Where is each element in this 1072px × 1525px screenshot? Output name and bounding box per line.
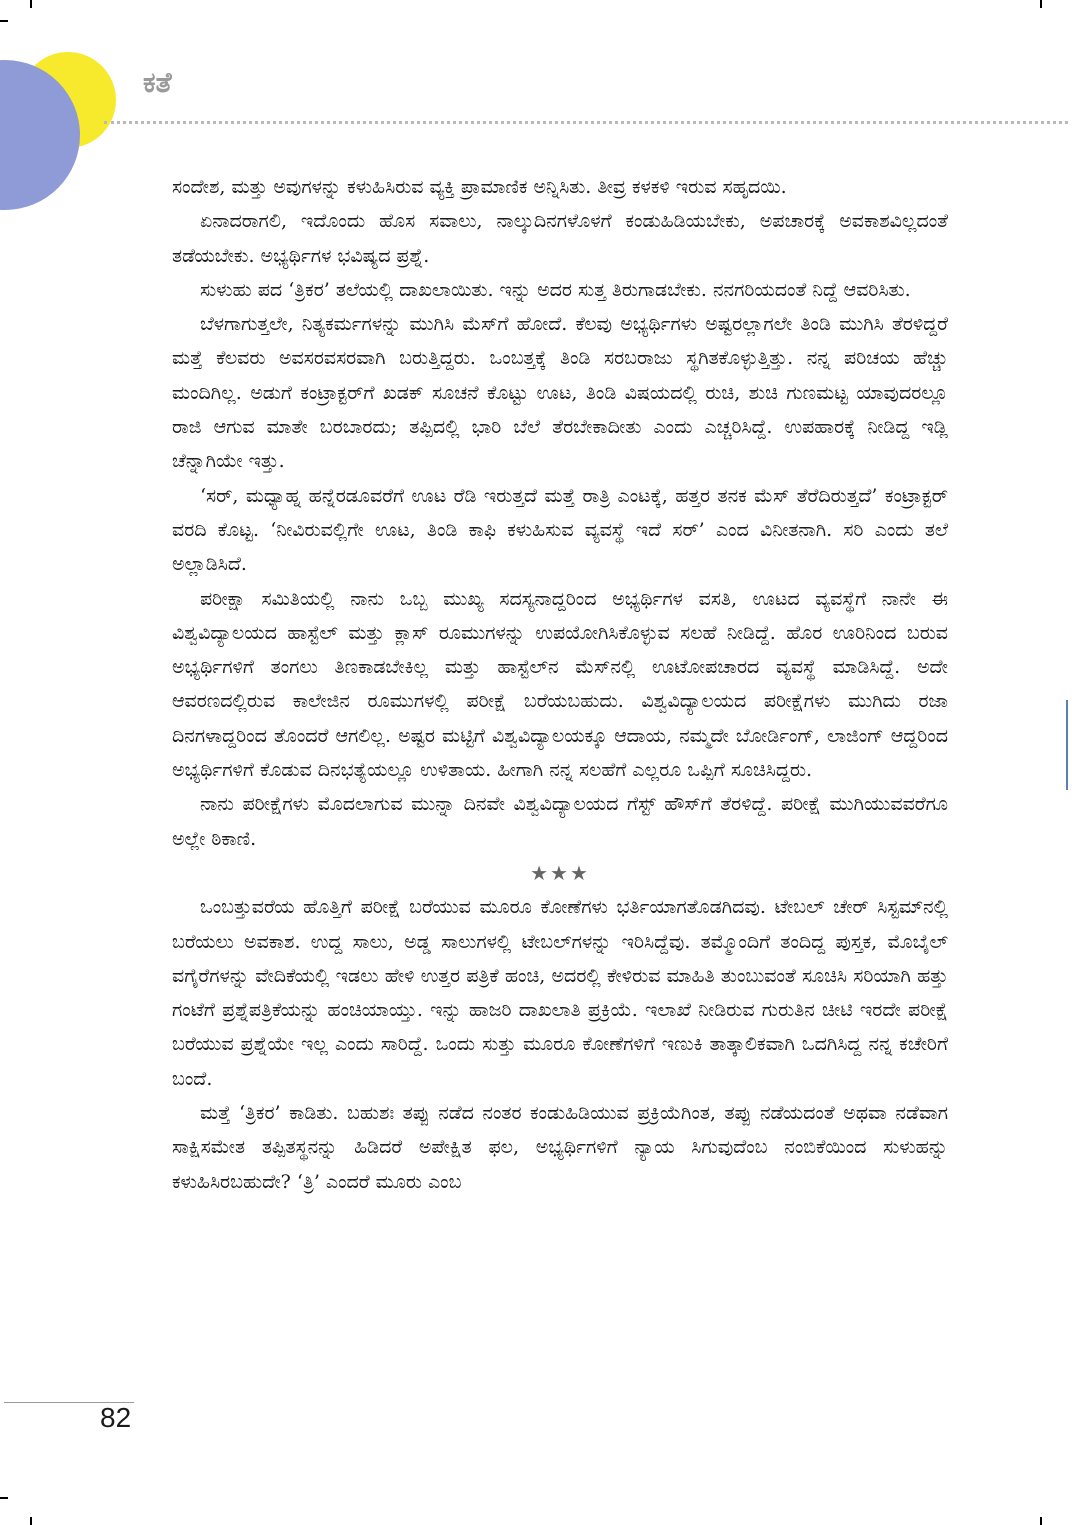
paragraph: ಸುಳುಹು ಪದ ‘ತ್ರಿಕರ’ ತಲೆಯಲ್ಲಿ ದಾಖಲಾಯಿತು. ಇನ್ನು ಅದರ ಸುತ್ತ ತಿರುಗಾಡಬೇಕು. ನನಗರಿಯದಂತೆ ನಿದ್ದೆ ಆವರಿಸಿತು.	[200, 278, 911, 301]
crop-mark	[0, 1497, 8, 1499]
story-body	[172, 170, 948, 1199]
paragraph: ಏನಾದರಾಗಲಿ, ಇದೊಂದು ಹೊಸ ಸವಾಲು, ನಾಲ್ಕುದಿನಗಳೊಳಗೆ ಕಂಡುಹಿಡಿಯಬೇಕು, ಅಪಚಾರಕ್ಕೆ ಅವಕಾಶವಿಲ್ಲದಂತೆ ತಡೆಯಬೇಕು. ಅಭ್ಯರ್ಥಿಗಳ ಭವಿಷ್ಯದ ಪ್ರಶ್ನೆ.	[172, 210, 948, 267]
section-separator: ★★★	[530, 860, 590, 885]
paragraph: ಪರೀಕ್ಷಾ ಸಮಿತಿಯಲ್ಲಿ ನಾನು ಒಬ್ಬ ಮುಖ್ಯ ಸದಸ್ಯನಾದ್ದರಿಂದ ಅಭ್ಯರ್ಥಿಗಳ ವಸತಿ, ಊಟದ ವ್ಯವಸ್ಥೆಗೆ ನಾನೇ ಈ ವಿಶ್ವವಿದ್ಯಾಲಯದ ಹಾಸ್ಟೆಲ್ ಮತ್ತು ಕ್ಲಾಸ್ ರೂಮುಗಳನ್ನು ಉಪಯೋಗಿಸಿಕೊಳ್ಳುವ ಸಲಹೆ ನೀಡಿದ್ದೆ. ಹೊರ ಊರಿನಿಂದ ಬರುವ ಅಭ್ಯರ್ಥಿಗಳಿಗೆ ತಂಗಲು ತಿಣಕಾಡಬೇಕಿಲ್ಲ ಮತ್ತು ಹಾಸ್ಟೆಲ್‌ನ ಮೆಸ್‌ನಲ್ಲಿ ಊಟೋಪಚಾರದ ವ್ಯವಸ್ಥೆ ಮಾಡಿಸಿದ್ದೆ. ಅದೇ ಆವರಣದಲ್ಲಿರುವ ಕಾಲೇಜಿನ ರೂಮುಗಳಲ್ಲಿ ಪರೀಕ್ಷೆ ಬರೆಯಬಹುದು. ವಿಶ್ವವಿದ್ಯಾಲಯದ ಪರೀಕ್ಷೆಗಳು ಮುಗಿದು ರಜಾ ದಿನಗಳಾದ್ದರಿಂದ ತೊಂದರೆ ಆಗಲಿಲ್ಲ. ಅಷ್ಟರ ಮಟ್ಟಿಗೆ ವಿಶ್ವವಿದ್ಯಾಲಯಕ್ಕೂ ಆದಾಯ, ನಮ್ಮದೇ ಬೋರ್ಡಿಂಗ್, ಲಾಜಿಂಗ್ ಆದ್ದರಿಂದ ಅಭ್ಯರ್ಥಿಗಳಿಗೆ ಕೊಡುವ ದಿನಭತ್ಯೆಯಲ್ಲೂ ಉಳಿತಾಯ. ಹೀಗಾಗಿ ನನ್ನ ಸಲಹೆಗೆ ಎಲ್ಲರೂ ಒಪ್ಪಿಗೆ ಸೂಚಿಸಿದ್ದರು.	[172, 587, 948, 782]
decorative-circles	[0, 0, 140, 210]
dotted-rule	[104, 121, 1068, 124]
paragraph: ನಾನು ಪರೀಕ್ಷೆಗಳು ಮೊದಲಾಗುವ ಮುನ್ನಾ ದಿನವೇ ವಿಶ್ವವಿದ್ಯಾಲಯದ ಗೆಸ್ಟ್ ಹೌಸ್‌ಗೆ ತೆರಳಿದ್ದೆ. ಪರೀಕ್ಷೆ ಮುಗಿಯುವವರೆಗೂ ಅಲ್ಲೇ ಠಿಕಾಣಿ.	[172, 793, 948, 850]
section-label: ಕತೆ	[143, 66, 172, 99]
crop-mark	[1040, 1517, 1042, 1525]
paragraph: ಮತ್ತೆ ‘ತ್ರಿಕರ’ ಕಾಡಿತು. ಬಹುಶಃ ತಪ್ಪು ನಡೆದ ನಂತರ ಕಂಡುಹಿಡಿಯುವ ಪ್ರಕ್ರಿಯೆಗಿಂತ, ತಪ್ಪು ನಡೆಯದಂತೆ ಅಥವಾ ನಡೆವಾಗ ಸಾಕ್ಷಿಸಮೇತ ತಪ್ಪಿತಸ್ಥನನ್ನು ಹಿಡಿದರೆ ಅಪೇಕ್ಷಿತ ಫಲ, ಅಭ್ಯರ್ಥಿಗಳಿಗೆ ನ್ಯಾಯ ಸಿಗುವುದೆಂಬ ನಂಬಿಕೆಯಿಂದ ಸುಳುಹನ್ನು ಕಳುಹಿಸಿರಬಹುದೇ? ‘ತ್ರಿ’ ಎಂದರೆ ಮೂರು ಎಂಬ	[172, 1102, 948, 1193]
paragraph: ಸಂದೇಶ, ಮತ್ತು ಅವುಗಳನ್ನು ಕಳುಹಿಸಿರುವ ವ್ಯಕ್ತಿ ಪ್ರಾಮಾಣಿಕ ಅನ್ನಿಸಿತು. ತೀವ್ರ ಕಳಕಳಿ ಇರುವ ಸಹೃದಯಿ.	[172, 176, 787, 198]
paragraph: ಬೆಳಗಾಗುತ್ತಲೇ, ನಿತ್ಯಕರ್ಮಗಳನ್ನು ಮುಗಿಸಿ ಮೆಸ್‌ಗೆ ಹೋದೆ. ಕೆಲವು ಅಭ್ಯರ್ಥಿಗಳು ಅಷ್ಟರಲ್ಲಾಗಲೇ ತಿಂಡಿ ಮುಗಿಸಿ ತೆರಳಿದ್ದರೆ ಮತ್ತೆ ಕೆಲವರು ಅವಸರವಸರವಾಗಿ ಬರುತ್ತಿದ್ದರು. ಒಂಬತ್ತಕ್ಕೆ ತಿಂಡಿ ಸರಬರಾಜು ಸ್ಥಗಿತಕೊಳ್ಳುತ್ತಿತ್ತು. ನನ್ನ ಪರಿಚಯ ಹೆಚ್ಚು ಮಂದಿಗಿಲ್ಲ. ಅಡುಗೆ ಕಂಟ್ರಾಕ್ಟರ್‌ಗೆ ಖಡಕ್ ಸೂಚನೆ ಕೊಟ್ಟು ಊಟ, ತಿಂಡಿ ವಿಷಯದಲ್ಲಿ ರುಚಿ, ಶುಚಿ ಗುಣಮಟ್ಟ ಯಾವುದರಲ್ಲೂ ರಾಜಿ ಆಗುವ ಮಾತೇ ಬರಬಾರದು; ತಪ್ಪಿದಲ್ಲಿ ಭಾರಿ ಬೆಲೆ ತೆರಬೇಕಾದೀತು ಎಂದು ಎಚ್ಚರಿಸಿದ್ದೆ. ಉಪಹಾರಕ್ಕೆ ನೀಡಿದ್ದ ಇಡ್ಲಿ ಚೆನ್ನಾಗಿಯೇ ಇತ್ತು.	[172, 313, 948, 473]
paragraph: ಒಂಬತ್ತುವರೆಯ ಹೊತ್ತಿಗೆ ಪರೀಕ್ಷೆ ಬರೆಯುವ ಮೂರೂ ಕೋಣೆಗಳು ಭರ್ತಿಯಾಗತೊಡಗಿದವು. ಟೇಬಲ್ ಚೇರ್ ಸಿಸ್ಟಮ್‌ನಲ್ಲಿ ಬರೆಯಲು ಅವಕಾಶ. ಉದ್ದ ಸಾಲು, ಅಡ್ಡ ಸಾಲುಗಳಲ್ಲಿ ಟೇಬಲ್‌ಗಳನ್ನು ಇರಿಸಿದ್ದೆವು. ತಮ್ಮೊಂದಿಗೆ ತಂದಿದ್ದ ಪುಸ್ತಕ, ಮೊಬೈಲ್ ವಗೈರೆಗಳನ್ನು ವೇದಿಕೆಯಲ್ಲಿ ಇಡಲು ಹೇಳಿ ಉತ್ತರ ಪತ್ರಿಕೆ ಹಂಚಿ, ಅದರಲ್ಲಿ ಕೇಳಿರುವ ಮಾಹಿತಿ ತುಂಬುವಂತೆ ಸೂಚಿಸಿ ಸರಿಯಾಗಿ ಹತ್ತು ಗಂಟೆಗೆ ಪ್ರಶ್ನೆಪತ್ರಿಕೆಯನ್ನು ಹಂಚಿಯಾಯ್ತು. ಇನ್ನು ಹಾಜರಿ ದಾಖಲಾತಿ ಪ್ರಕ್ರಿಯೆ. ಇಲಾಖೆ ನೀಡಿರುವ ಗುರುತಿನ ಚೀಟಿ ಇರದೇ ಪರೀಕ್ಷೆ ಬರೆಯುವ ಪ್ರಶ್ನೆಯೇ ಇಲ್ಲ ಎಂದು ಸಾರಿದ್ದೆ. ಒಂದು ಸುತ್ತು ಮೂರೂ ಕೋಣೆಗಳಿಗೆ ಇಣುಕಿ ತಾತ್ಕಾಲಿಕವಾಗಿ ಒದಗಿಸಿದ್ದ ನನ್ನ ಕಚೇರಿಗೆ ಬಂದೆ.	[172, 896, 948, 1090]
crop-mark	[30, 1517, 32, 1525]
crop-mark	[1040, 0, 1042, 8]
paragraph: ‘ಸರ್, ಮಧ್ಯಾಹ್ನ ಹನ್ನೆರಡೂವರೆಗೆ ಊಟ ರೆಡಿ ಇರುತ್ತದೆ ಮತ್ತೆ ರಾತ್ರಿ ಎಂಟಕ್ಕೆ, ಹತ್ತರ ತನಕ ಮೆಸ್ ತೆರೆದಿರುತ್ತದೆ’ ಕಂಟ್ರಾಕ್ಟರ್ ವರದಿ ಕೊಟ್ಟ. ‘ನೀವಿರುವಲ್ಲಿಗೇ ಊಟ, ತಿಂಡಿ ಕಾಫಿ ಕಳುಹಿಸುವ ವ್ಯವಸ್ಥೆ ಇದೆ ಸರ್’ ಎಂದ ವಿನೀತನಾಗಿ. ಸರಿ ಎಂದು ತಲೆ ಅಲ್ಲಾಡಿಸಿದೆ.	[172, 484, 948, 576]
margin-mark	[1066, 700, 1068, 790]
page-number: 82	[100, 1402, 132, 1433]
